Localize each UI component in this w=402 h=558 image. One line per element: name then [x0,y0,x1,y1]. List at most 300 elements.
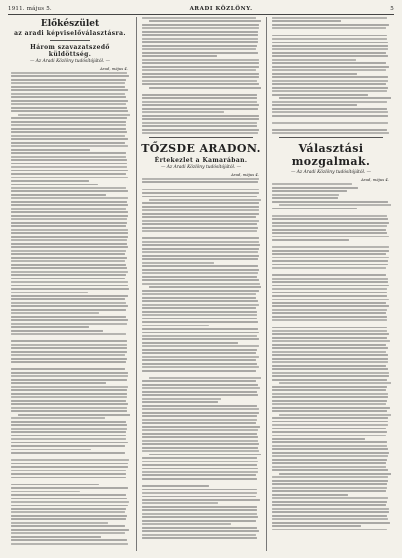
text-line [142,321,258,323]
text-line [272,441,387,443]
text-line [142,366,259,368]
column-2 [141,17,261,551]
text-line [272,295,387,297]
text-line [272,239,349,241]
column-1 [10,17,130,551]
text-line [272,42,388,44]
text-line [11,445,125,447]
text-line [11,382,106,384]
text-line [11,463,128,465]
text-line [11,149,90,151]
text-line [142,433,257,435]
text-line [142,387,260,389]
text-line [272,260,388,262]
article-source: — Az Aradi Közlöny tudósítójától. — [29,59,111,64]
text-line [142,62,259,64]
text-line [11,250,126,252]
text-line [272,73,357,75]
text-line [272,187,358,189]
text-line [142,450,259,452]
text-line [142,118,259,120]
text-line [142,181,258,183]
text-line [11,96,126,98]
text-line [272,466,386,468]
text-line [142,209,259,211]
text-line [272,337,387,339]
text-line [272,372,389,374]
text-line [11,347,127,349]
text-line [11,344,127,346]
text-line [272,222,389,224]
text-line [11,375,128,377]
text-line [11,72,127,74]
text-line [272,529,387,531]
text-line [272,104,357,106]
text-line [18,114,130,116]
text-line [142,468,258,470]
text-line [11,253,125,255]
text-line [272,403,386,405]
text-line [272,386,387,388]
newspaper-title: ARADI KÖZLÖNY. [189,6,253,12]
text-line [272,267,386,269]
text-line [272,368,388,370]
text-line [272,515,387,517]
text-line [272,459,387,461]
text-line [272,190,347,192]
text-line [11,532,125,534]
text-line [142,530,259,532]
text-line [142,370,256,372]
text-line [142,241,259,243]
text-line [272,354,388,356]
text-line [11,177,128,179]
text-line [142,359,256,361]
text-line [11,222,127,224]
text-line [11,421,126,423]
text-line [149,454,261,456]
text-line [11,180,89,182]
text-line [11,121,126,123]
text-line [142,269,259,271]
text-line [142,342,238,344]
text-line [149,87,261,89]
text-line [11,525,125,527]
text-line [142,73,259,75]
text-line [11,386,128,388]
text-line [142,111,224,113]
text-line [11,131,127,133]
text-line [142,55,217,57]
text-line [272,59,356,61]
text-line [142,429,258,431]
text-line [142,66,259,68]
text-line [272,455,388,457]
text-line [11,103,126,105]
text-line [272,183,352,185]
text-line [272,504,386,506]
text-line [142,45,257,47]
text-line [142,496,256,498]
text-line [11,295,128,297]
text-line [142,338,259,340]
text-line [11,215,128,217]
text-line [11,100,128,102]
text-line [11,505,128,507]
text-line [272,122,388,124]
text-line [142,132,258,134]
text-line [11,257,127,259]
text-line [11,75,129,77]
text-line [272,132,389,134]
text-line [142,230,257,232]
text-line [142,461,258,463]
text-line [11,211,128,213]
text-line [142,457,257,459]
text-line [142,48,256,50]
text-line [272,66,389,68]
text-line [11,128,126,130]
text-line [142,178,259,180]
text-line [272,302,386,304]
text-line [11,435,126,437]
text-line [142,513,257,515]
text-line [142,80,257,82]
article-body [271,17,391,134]
text-line [272,232,387,234]
text-line [272,257,389,259]
text-line [272,52,386,54]
text-line [149,20,261,22]
text-line [272,487,387,489]
text-line [11,333,126,335]
text-line [11,498,127,500]
text-line [142,405,257,407]
text-line [142,474,256,476]
text-line [11,218,127,220]
text-line [272,525,361,527]
text-line [272,375,389,377]
text-line [11,190,128,192]
text-line [142,401,218,403]
text-line [272,129,387,131]
text-line [11,389,127,391]
text-line [142,363,257,365]
text-line [11,89,128,91]
text-line [272,309,387,311]
text-line [142,41,258,43]
column-divider [136,17,137,551]
text-line [142,94,257,96]
text-line [11,163,127,165]
text-line [272,340,390,342]
text-line [11,484,99,486]
text-line [142,534,256,536]
text-line [272,24,389,26]
text-line [11,508,126,510]
text-line [11,393,127,395]
text-line [142,478,257,480]
text-line [272,218,388,220]
text-line [11,271,128,273]
text-line [142,283,260,285]
text-line [11,281,128,283]
text-line [11,368,125,370]
text-line [272,435,386,437]
article-source: — Az Aradi Közlöny tudósítójától. — [160,164,242,170]
text-line [272,115,388,117]
text-line [11,428,127,430]
text-line [272,90,387,92]
text-line [272,438,365,440]
text-line [142,17,256,19]
text-line [272,361,388,363]
text-line [272,452,389,454]
text-line [272,194,339,196]
issue-date: 1911. május 5. [8,6,52,12]
text-line [272,497,388,499]
text-line [272,246,389,248]
text-line [272,208,357,210]
text-line [11,396,127,398]
header-rule [8,14,394,15]
text-line [142,265,258,267]
text-line [142,440,258,442]
text-line [11,309,126,311]
text-line [272,45,388,47]
text-line [142,391,257,393]
text-line [272,274,386,276]
text-line [142,408,259,410]
text-line [272,264,388,266]
text-line [142,314,257,316]
text-line [11,407,127,409]
text-line [272,333,389,335]
text-line [142,422,256,424]
text-line [11,319,128,321]
text-line [272,407,390,409]
text-line [11,86,125,88]
page-header [8,4,394,14]
text-line [11,170,128,172]
text-line [142,251,258,253]
text-line [11,326,89,328]
text-line [142,115,259,117]
article-body [10,72,130,545]
text-line [11,302,126,304]
text-line [11,305,128,307]
text-line [272,494,348,496]
text-line [272,285,389,287]
text-line [149,199,261,201]
text-line [142,206,259,208]
text-line [11,201,127,203]
text-line [142,213,259,215]
text-line [272,80,388,82]
text-line [11,117,127,119]
text-line [142,380,256,382]
text-line [272,281,388,283]
text-line [272,62,386,64]
text-line [272,55,388,57]
text-line [272,501,387,503]
text-line [142,447,258,449]
text-line [11,529,129,531]
text-line [142,297,256,299]
text-line [11,243,127,245]
text-line [11,449,91,451]
text-line [11,515,127,517]
section-title: Választási mozgalmak. [291,142,371,169]
text-line [11,522,108,524]
text-line [272,424,388,426]
text-line [11,361,126,363]
text-line [11,285,128,287]
article-source: — Az Aradi Közlöny tudósítójától. — [290,170,372,176]
text-line [11,410,127,412]
text-line [142,436,258,438]
text-line [272,76,388,78]
text-line [142,520,256,522]
text-line [272,197,338,199]
text-line [142,76,259,78]
column-3 [271,17,391,551]
text-line [11,400,126,402]
text-line [272,490,386,492]
text-line [272,225,387,227]
text-line [142,244,260,246]
text-line [11,466,128,468]
text-line [11,278,125,280]
text-line [11,246,128,248]
text-line [142,248,259,250]
text-line [11,312,99,314]
text-line [272,508,389,510]
text-line [142,220,259,222]
text-line [272,421,388,423]
text-line [272,108,387,110]
text-line [142,255,259,257]
page-number: 5 [390,6,394,12]
text-line [142,104,259,106]
text-line [11,536,101,538]
text-line [142,290,259,292]
article-body [271,183,391,530]
text-line [11,351,127,353]
text-line [272,379,387,381]
text-line [272,469,388,471]
text-line [272,292,387,294]
text-line [142,125,257,127]
article-subhead: Három szavazatszedő küldöttség. [30,44,110,58]
text-line [149,377,261,379]
text-line [142,122,257,124]
text-line [11,264,126,266]
text-line [272,476,388,478]
text-line [272,305,389,307]
text-line [272,299,389,301]
article-body [141,17,261,134]
text-line [11,187,126,189]
text-line [142,293,256,295]
text-line [11,288,129,290]
text-line [11,93,125,95]
text-line [142,464,257,466]
text-line [142,527,257,529]
text-line [142,384,258,386]
text-line [142,311,257,313]
text-line [142,69,256,71]
text-line [11,225,126,227]
text-line [272,20,341,22]
divider [149,137,253,138]
text-line [11,232,128,234]
text-line [11,470,126,472]
text-line [142,394,258,396]
text-line [272,288,387,290]
text-line [142,509,257,511]
text-line [272,417,388,419]
text-line [142,101,257,103]
text-line [142,227,258,229]
text-line [11,267,127,269]
text-line [11,204,128,206]
text-line [142,192,259,194]
text-line [272,365,386,367]
text-line [142,349,257,351]
text-line [272,396,388,398]
text-line [272,201,388,203]
text-line [142,419,257,421]
text-line [11,292,88,294]
text-line [142,59,259,61]
divider [279,137,383,138]
text-line [11,354,125,356]
text-line [272,38,387,40]
text-line [11,260,125,262]
text-line [142,492,257,494]
text-line [142,300,258,302]
text-line [142,202,259,204]
text-line [272,215,387,217]
text-line [142,108,258,110]
section-title: TŐZSDE ARADON. [141,141,261,155]
text-line [142,485,209,487]
text-line [272,87,388,89]
text-line [11,340,127,342]
text-line [272,69,386,71]
text-line [272,448,388,450]
text-line [272,462,386,464]
text-line [142,398,221,400]
text-line [272,428,386,430]
text-line [11,316,126,318]
text-line [142,352,256,354]
text-line [142,471,258,473]
text-line [272,250,389,252]
text-line [142,223,257,225]
text-line [11,239,127,241]
text-line [272,358,388,360]
text-line [272,330,387,332]
text-line [272,511,389,513]
text-line [272,522,390,524]
text-line [11,152,126,154]
text-line [142,332,259,334]
text-line [11,459,129,461]
text-line [142,415,257,417]
text-line [11,501,129,503]
